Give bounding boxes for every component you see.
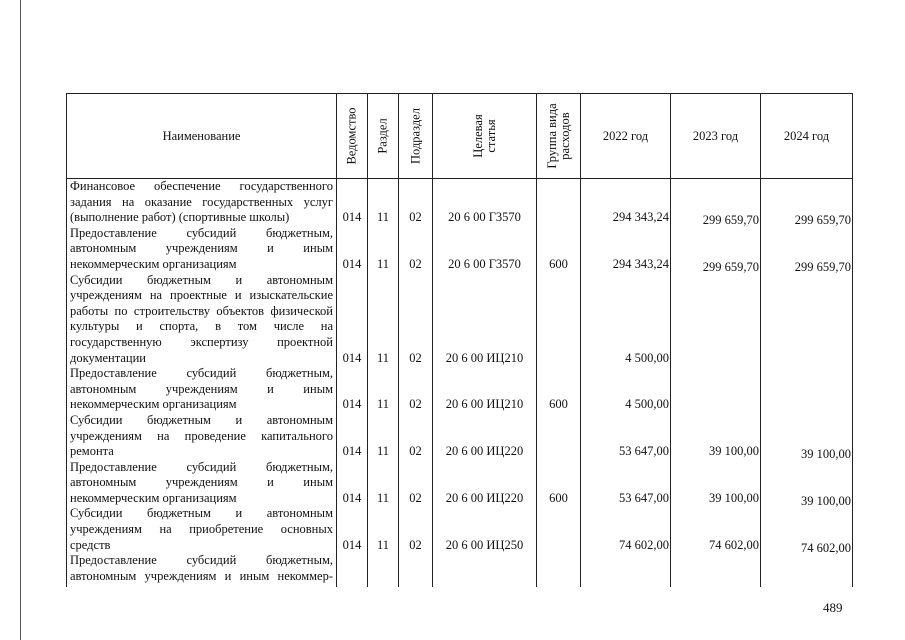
header-2024: 2024 год [761,94,853,179]
table-row [67,413,853,460]
row-department: 014 [337,366,368,413]
row-2023: 74 602,00 [671,506,761,553]
row-target-article: 20 6 00 ИЦ220 [433,460,537,507]
row-subsection: 02 [399,226,433,273]
row-section: 11 [368,506,399,553]
header-subsection: Подраздел [399,94,433,179]
row-department [337,553,368,587]
row-department: 014 [337,273,368,367]
row-subsection: 02 [399,366,433,413]
row-name: Предоставление субсидий бюджетным, автономным учреждениям и иным некоммерческим организациям [67,226,337,273]
row-2024: 299 659,70 [761,179,853,226]
scan-edge-line [20,0,21,640]
row-department: 014 [337,460,368,507]
row-target-article: 20 6 00 ИЦ210 [433,273,537,367]
row-subsection: 02 [399,506,433,553]
row-section: 11 [368,366,399,413]
row-2023 [671,366,761,413]
row-section: 11 [368,413,399,460]
row-target-article [433,553,537,587]
row-subsection: 02 [399,413,433,460]
row-name: Предоставление субсидий бюджетным, автономным учреждениям и иным некоммерческим организациям [67,366,337,413]
row-section [368,553,399,587]
row-target-article: 20 6 00 ИЦ220 [433,413,537,460]
row-section: 11 [368,179,399,226]
row-2024: 39 100,00 [761,460,853,507]
row-subsection: 02 [399,273,433,367]
row-2023 [671,553,761,587]
row-expense-group [537,506,581,553]
row-expense-group [537,179,581,226]
header-name: Наименование [67,94,337,179]
header-expense-group: Группа вида расходов [537,94,581,179]
table-row [67,506,853,553]
row-2023: 39 100,00 [671,413,761,460]
table-row [67,226,853,273]
row-section: 11 [368,226,399,273]
row-2022: 4 500,00 [581,366,671,413]
row-2023: 299 659,70 [671,226,761,273]
row-2024 [761,553,853,587]
row-department: 014 [337,506,368,553]
row-department: 014 [337,226,368,273]
row-2022: 294 343,24 [581,179,671,226]
budget-table [66,93,853,587]
row-expense-group: 600 [537,460,581,507]
row-name: Субсидии бюджетным и автономным учреждениям на проектные и изыскательские работы по строительству объектов физической культуры и спорта, в том числе на государственную экспертизу проектной документации [67,273,337,367]
row-subsection: 02 [399,460,433,507]
row-2022: 53 647,00 [581,460,671,507]
header-2022: 2022 год [581,94,671,179]
row-name: Субсидии бюджетным и автономным учреждениям на приобретение основных средств [67,506,337,553]
table-row [67,273,853,367]
table-row [67,460,853,507]
row-target-article: 20 6 00 ИЦ250 [433,506,537,553]
table-row [67,179,853,226]
row-section: 11 [368,273,399,367]
row-subsection [399,553,433,587]
table-row [67,366,853,413]
row-expense-group [537,553,581,587]
header-target-article: Целевая статья [433,94,537,179]
row-2024: 74 602,00 [761,506,853,553]
header-2023: 2023 год [671,94,761,179]
row-name: Предоставление субсидий бюджетным, автономным учреждениям и иным некоммер- [67,553,337,587]
row-section: 11 [368,460,399,507]
row-2022: 53 647,00 [581,413,671,460]
row-expense-group: 600 [537,366,581,413]
row-2023 [671,273,761,367]
row-expense-group [537,413,581,460]
row-expense-group: 600 [537,226,581,273]
row-target-article: 20 6 00 Г3570 [433,179,537,226]
row-2024: 299 659,70 [761,226,853,273]
table-header-row [67,94,853,179]
row-2022: 4 500,00 [581,273,671,367]
table-row [67,553,853,587]
row-subsection: 02 [399,179,433,226]
row-2024 [761,366,853,413]
row-name: Субсидии бюджетным и автономным учреждениям на проведение капитального ремонта [67,413,337,460]
row-name: Предоставление субсидий бюджетным, автономным учреждениям и иным некоммерческим организациям [67,460,337,507]
row-department: 014 [337,179,368,226]
row-2023: 39 100,00 [671,460,761,507]
header-section: Раздел [368,94,399,179]
row-2022 [581,553,671,587]
page-number: 489 [823,600,843,615]
row-expense-group [537,273,581,367]
row-target-article: 20 6 00 ИЦ210 [433,366,537,413]
row-name: Финансовое обеспечение государственного задания на оказание государственных услуг (выполнение работ) (спортивные школы) [67,179,337,226]
row-2023: 299 659,70 [671,179,761,226]
row-department: 014 [337,413,368,460]
row-2024: 39 100,00 [761,413,853,460]
row-2022: 74 602,00 [581,506,671,553]
row-2022: 294 343,24 [581,226,671,273]
row-target-article: 20 6 00 Г3570 [433,226,537,273]
row-2024 [761,273,853,367]
header-department: Ведомство [337,94,368,179]
